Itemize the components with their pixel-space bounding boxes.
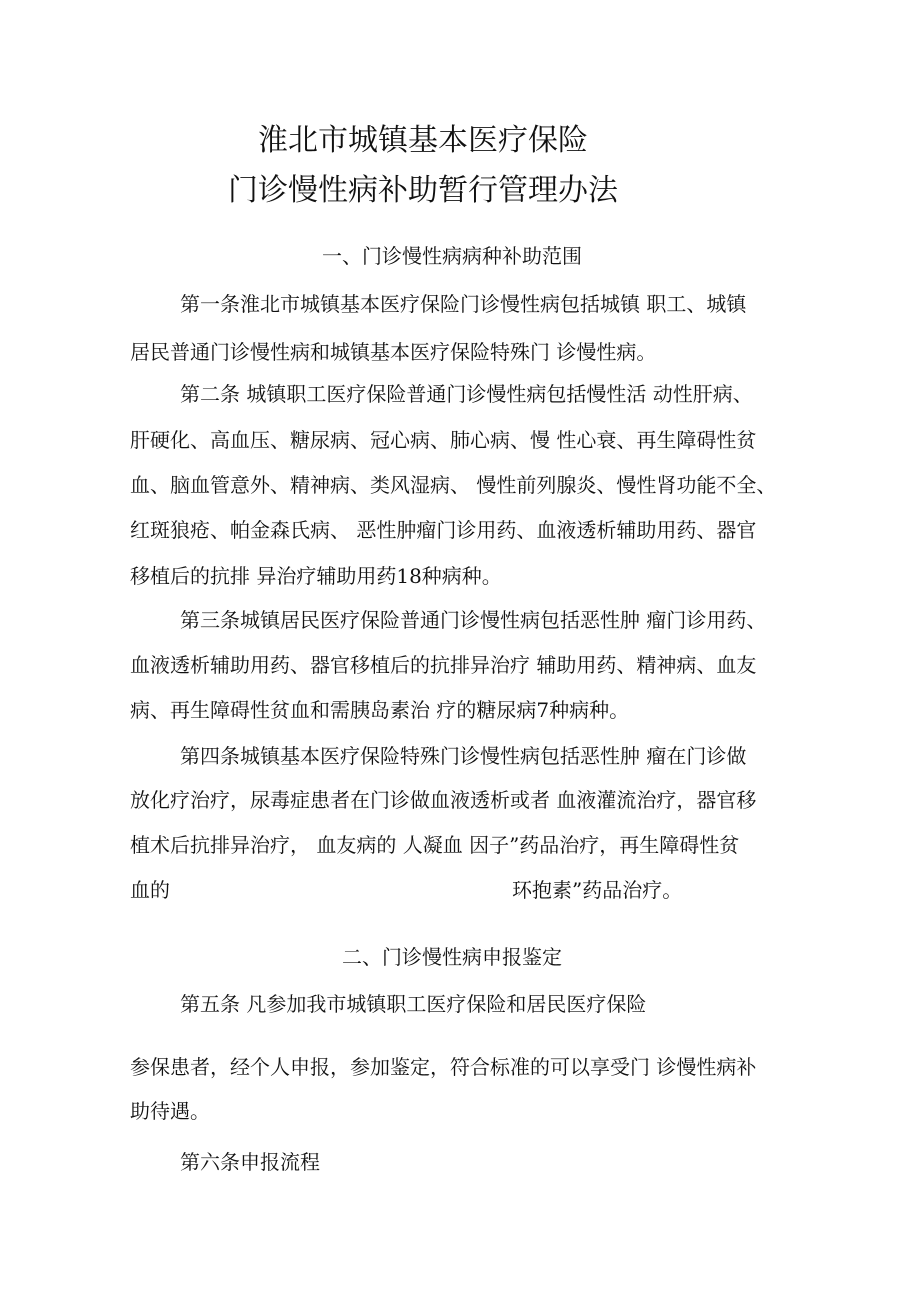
article-2-line-4: 红斑狼疮、帕金森氏病、 恶性肿瘤门诊用药、血液透析辅助用药、器官: [130, 518, 757, 542]
document-title-line-2: 门诊慢性病补助暂行管理办法: [228, 173, 618, 208]
article-5-line-1: 第五条 凡参加我市城镇职工医疗保险和居民医疗保险: [180, 992, 647, 1016]
article-1-line-1: 第一条淮北市城镇基本医疗保险门诊慢性病包括城镇 职工、城镇: [180, 292, 747, 316]
article-4-line-1: 第四条城镇基本医疗保险特殊门诊慢性病包括恶性肿 瘤在门诊做: [180, 744, 747, 768]
section-heading-2: 二、门诊慢性病申报鉴定: [342, 945, 562, 969]
article-1-line-2: 居民普通门诊慢性病和城镇基本医疗保险特殊门 诊慢性病。: [130, 340, 657, 364]
article-3-line-1: 第三条城镇居民医疗保险普通门诊慢性病包括恶性肿 瘤门诊用药、: [180, 608, 767, 632]
article-2-line-5: 移植后的抗排 异治疗辅助用药18种病种。: [130, 564, 502, 588]
article-4-line-4-start: 血的: [130, 878, 170, 902]
article-4-line-2: 放化疗治疗，尿毒症患者在门诊做血液透析或者 血液灌流治疗，器官移: [130, 788, 757, 812]
document-title-line-1: 淮北市城镇基本医疗保险: [258, 123, 588, 158]
article-2-line-2: 肝硬化、高血压、糖尿病、冠心病、肺心病、慢 性心衰、再生障碍性贫: [130, 428, 757, 452]
article-3-line-3: 病、再生障碍性贫血和需胰岛素治 疗的糖尿病7种病种。: [130, 698, 630, 722]
article-5-line-2: 参保患者，经个人申报，参加鉴定，符合标准的可以享受门 诊慢性病补: [130, 1055, 757, 1079]
article-4-line-3: 植术后抗排异治疗， 血友病的 人凝血 因子”药品治疗，再生障碍性贫: [130, 833, 740, 857]
article-2-line-3: 血、脑血管意外、精神病、类风湿病、 慢性前列腺炎、慢性肾功能不全、: [130, 473, 777, 497]
article-3-line-2: 血液透析辅助用药、器官移植后的抗排异治疗 辅助用药、精神病、血友: [130, 653, 757, 677]
article-6-line-1: 第六条申报流程: [180, 1150, 320, 1174]
section-heading-1: 一、门诊慢性病病种补助范围: [322, 244, 582, 268]
article-5-line-3: 助待遇。: [130, 1099, 210, 1123]
article-4-line-4-end: 环抱素”药品治疗。: [512, 878, 683, 902]
article-2-line-1: 第二条 城镇职工医疗保险普通门诊慢性病包括慢性活 动性肝病、: [180, 382, 753, 406]
